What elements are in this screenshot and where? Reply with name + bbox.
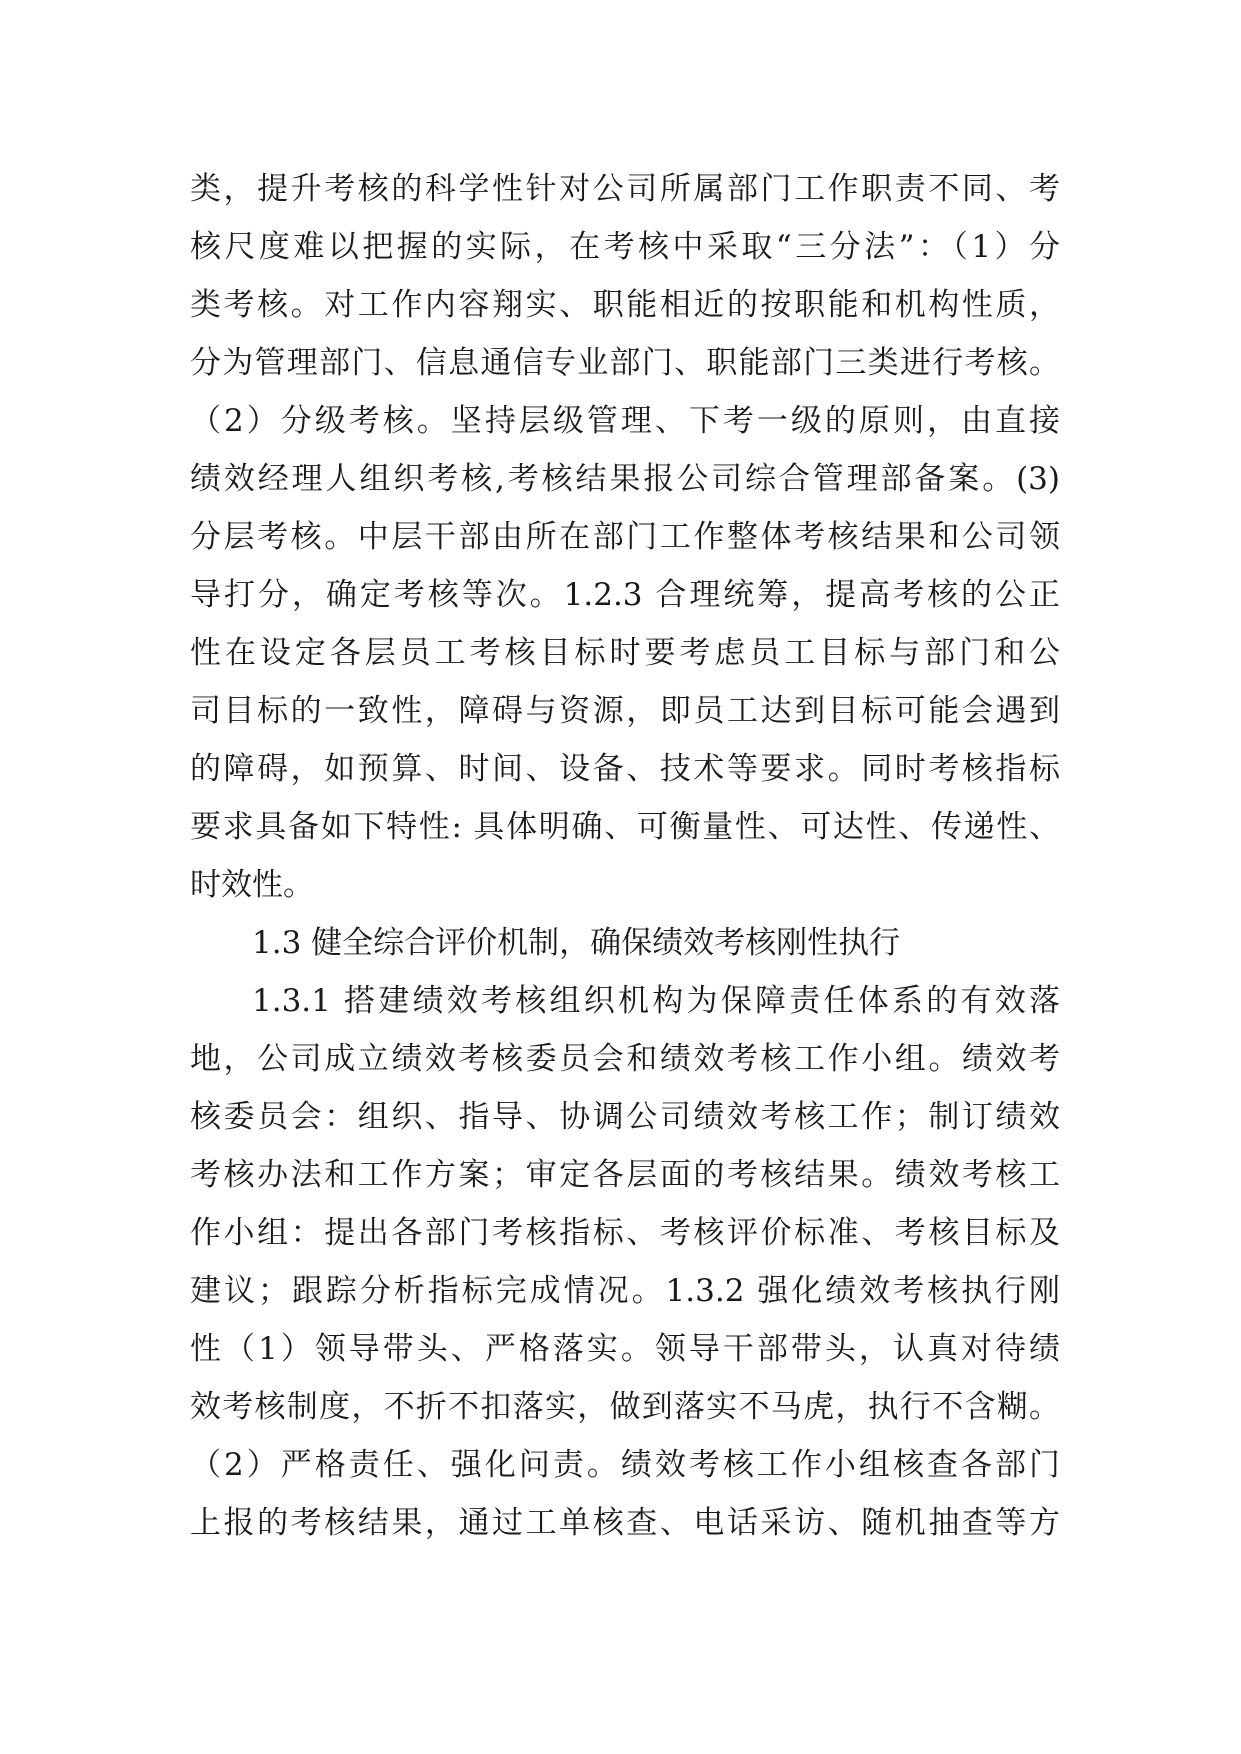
text-line: 要求具备如下特性: 具体明确、可衡量性、可达性、传递性、 — [190, 809, 1060, 845]
text-line: 核尺度难以把握的实际，在考核中采取“三分法”：（1）分 — [190, 229, 1060, 265]
text-line: 时效性。 — [190, 867, 314, 903]
text-line: 类，提升考核的科学性针对公司所属部门工作职责不同、考 — [190, 171, 1060, 207]
text-line: 作小组：提出各部门考核指标、考核评价标准、考核目标及 — [190, 1215, 1060, 1251]
text-line: 类考核。对工作内容翔实、职能相近的按职能和机构性质， — [190, 287, 1060, 323]
section-heading: 1.3 健全综合评价机制，确保绩效考核刚性执行 — [252, 925, 901, 961]
text-line: 绩效经理人组织考核,考核结果报公司综合管理部备案。(3) — [190, 461, 1060, 497]
text-line: 地，公司成立绩效考核委员会和绩效考核工作小组。绩效考 — [190, 1041, 1060, 1077]
text-line: 分为管理部门、信息通信专业部门、职能部门三类进行考核。 — [190, 345, 1060, 381]
text-line: 司目标的一致性，障碍与资源，即员工达到目标可能会遇到 — [190, 693, 1060, 729]
text-line: （2）分级考核。坚持层级管理、下考一级的原则，由直接 — [190, 403, 1060, 439]
document-body — [190, 160, 1060, 1552]
text-line: 性在设定各层员工考核目标时要考虑员工目标与部门和公 — [190, 635, 1060, 671]
text-line: 上报的考核结果，通过工单核查、电话采访、随机抽查等方 — [190, 1505, 1060, 1541]
text-line: 导打分，确定考核等次。1.2.3 合理统筹，提高考核的公正 — [190, 577, 1060, 613]
text-line: （2）严格责任、强化问责。绩效考核工作小组核查各部门 — [190, 1447, 1060, 1483]
text-line: 分层考核。中层干部由所在部门工作整体考核结果和公司领 — [190, 519, 1060, 555]
text-line: 效考核制度，不折不扣落实，做到落实不马虎，执行不含糊。 — [190, 1389, 1060, 1425]
text-line: 建议；跟踪分析指标完成情况。1.3.2 强化绩效考核执行刚 — [190, 1273, 1060, 1309]
text-line: 核委员会：组织、指导、协调公司绩效考核工作；制订绩效 — [190, 1099, 1060, 1135]
text-line: 的障碍，如预算、时间、设备、技术等要求。同时考核指标 — [190, 751, 1060, 787]
text-line: 性（1）领导带头、严格落实。领导干部带头，认真对待绩 — [190, 1331, 1060, 1367]
text-line: 考核办法和工作方案；审定各层面的考核结果。绩效考核工 — [190, 1157, 1060, 1193]
text-line: 1.3.1 搭建绩效考核组织机构为保障责任体系的有效落 — [252, 983, 1060, 1019]
